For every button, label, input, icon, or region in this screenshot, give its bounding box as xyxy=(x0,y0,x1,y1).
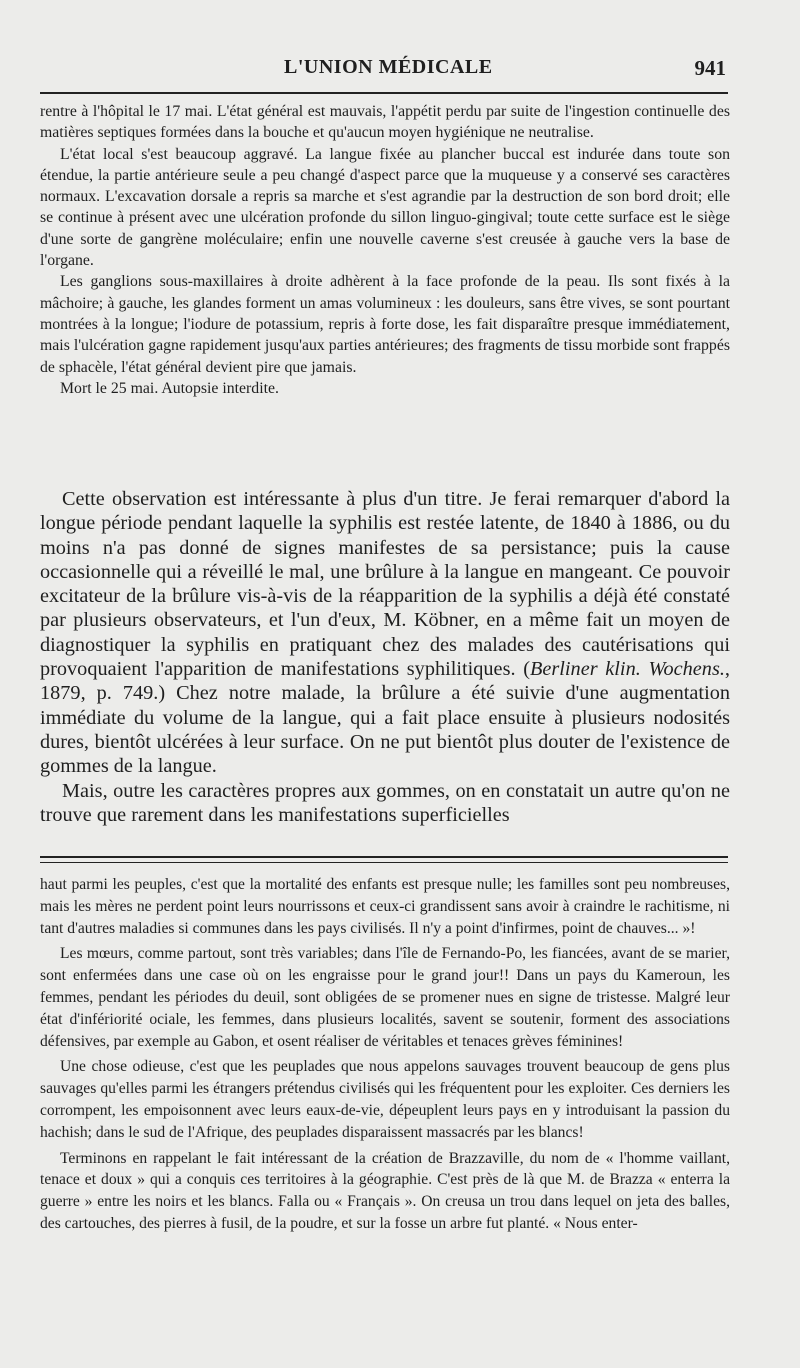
feuilleton-separator-thin xyxy=(40,862,728,863)
case-paragraph: rentre à l'hôpital le 17 mai. L'état général est mauvais, l'appétit perdu par suite de l'ingestion continuelle des matières septiques formées dans la bouche et qu'aucun moyen hygiénique ne neutralise. xyxy=(40,103,730,142)
feuilleton-separator xyxy=(40,856,728,858)
commentary xyxy=(40,487,730,827)
case-notes xyxy=(40,101,730,399)
case-paragraph: Mort le 25 mai. Autopsie interdite. xyxy=(60,379,279,397)
feuilleton-paragraph: Une chose odieuse, c'est que les peuplades que nous appelons sauvages trouvent beaucoup de gens plus sauvages qu'elles parmi les étrangers prétendus civilisés qui les fréquentent pour les exploiter. Ces derniers les corrompent, les empoisonnent avec leurs eaux-de-vie, dépeuplent leurs pays en y introduisant la passion du hachish; dans le sud de l'Afrique, des peuplades disparaissent massacrés par les blancs! xyxy=(40,1058,730,1141)
commentary-paragraph xyxy=(40,487,730,779)
header-rule xyxy=(40,92,728,94)
feuilleton xyxy=(40,874,730,1235)
journal-title: L'UNION MÉDICALE xyxy=(284,56,493,78)
commentary-text: Cette observation est intéressante à plus d'un titre. Je ferai remarquer d'abord la longue période pendant laquelle la syphilis est restée latente, de 1840 à 1886, ou du moins n'a pas donné de signes manifestes de sa persistance; puis la cause occasionnelle qui a réveillé le mal, une brûlure à la langue en mangeant. Ce pouvoir excitateur de la brûlure vis-à-vis de la réapparition de la syphilis a déjà été constaté par plusieurs observateurs, et l'un d'eux, M. Köbner, en a même fait un moyen de diagnostiquer la syphilis en pratiquant chez des malades des cautérisations qui provoquaient l'apparition de manifestations syphilitiques. ( xyxy=(40,488,730,681)
running-header xyxy=(40,52,728,86)
citation: Berliner klin. Wochens. xyxy=(530,658,725,681)
feuilleton-paragraph: Les mœurs, comme partout, sont très variables; dans l'île de Fernando-Po, les fiancées, avant de se marier, sont enfermées dans une case où on les engraisse pour le grand jour!! Dans un pays du Kameroun, les femmes, pendant les périodes du deuil, sont obligées de se promener nues en signe de tristesse. Malgré leur état d'infériorité ociale, les femmes, dans plusieurs localités, savent se soutenir, forment des associations défensives, par exemple au Gabon, et osent réaliser de véritables et tenaces grèves féminines! xyxy=(40,945,730,1050)
feuilleton-paragraph: Terminons en rappelant le fait intéressant de la création de Brazzaville, du nom de « l'homme vaillant, tenace et doux » qui a conquis ces territoires à la géographie. C'est près de là que M. de Brazza « enterra la guerre » entre les noirs et les blancs. Falla ou « Français ». On creusa un trou dans lequel on jeta des balles, des cartouches, des pierres à fusil, de la poudre, et sur la fosse un arbre fut planté. « Nous enter- xyxy=(40,1149,730,1232)
case-paragraph: L'état local s'est beaucoup aggravé. La langue fixée au plancher buccal est indurée dans toute son étendue, la partie antérieure seule a peu changé d'aspect parce que la muqueuse y a conservé ses caractères normaux. L'excavation dorsale a repris sa marche et s'est agrandie par la destruction de son bord droit; elle se continue à présent avec une ulcération profonde du sillon linguo-gingival; toute cette surface est le siège d'une sorte de gangrène moléculaire; enfin une nouvelle caverne s'est creusée à gauche vers la base de l'organe. xyxy=(40,145,730,270)
feuilleton-paragraph: haut parmi les peuples, c'est que la mortalité des enfants est presque nulle; les familles sont peu nombreuses, mais les mères ne perdent point leurs nourrissons et ceux-ci grandissent sans avoir à craindre le rachitisme, ni tant d'autres maladies si communes dans les pays civilisés. Il n'y a point d'infirmes, point de chauves... »! xyxy=(40,876,730,937)
case-paragraph: Les ganglions sous-maxillaires à droite adhèrent à la face profonde de la peau. Ils sont fixés à la mâchoire; à gauche, les glandes forment un amas volumineux : les douleurs, sans être vives, se sont pourtant montrées à la longue; l'iodure de potassium, repris à forte dose, les fait disparaître presque immédiatement, mais l'ulcération gagne rapidement jusqu'aux parties antérieures; des fragments de tissu morbide sont frappés de sphacèle, l'état général devient pire que jamais. xyxy=(40,273,730,376)
page-number: 941 xyxy=(694,56,726,80)
commentary-paragraph: Mais, outre les caractères propres aux gommes, on en constatait un autre qu'on ne trouve que rarement dans les manifestations superficielles xyxy=(40,779,730,826)
commentary-text: , 1879, p. 749.) Chez notre malade, la brûlure a été suivie d'une augmentation immédiate du volume de la langue, qui a fait place ensuite à plusieurs nodosités dures, bientôt ulcérées à leur surface. On ne put bientôt plus douter de l'existence de gommes de la langue. xyxy=(40,658,730,778)
